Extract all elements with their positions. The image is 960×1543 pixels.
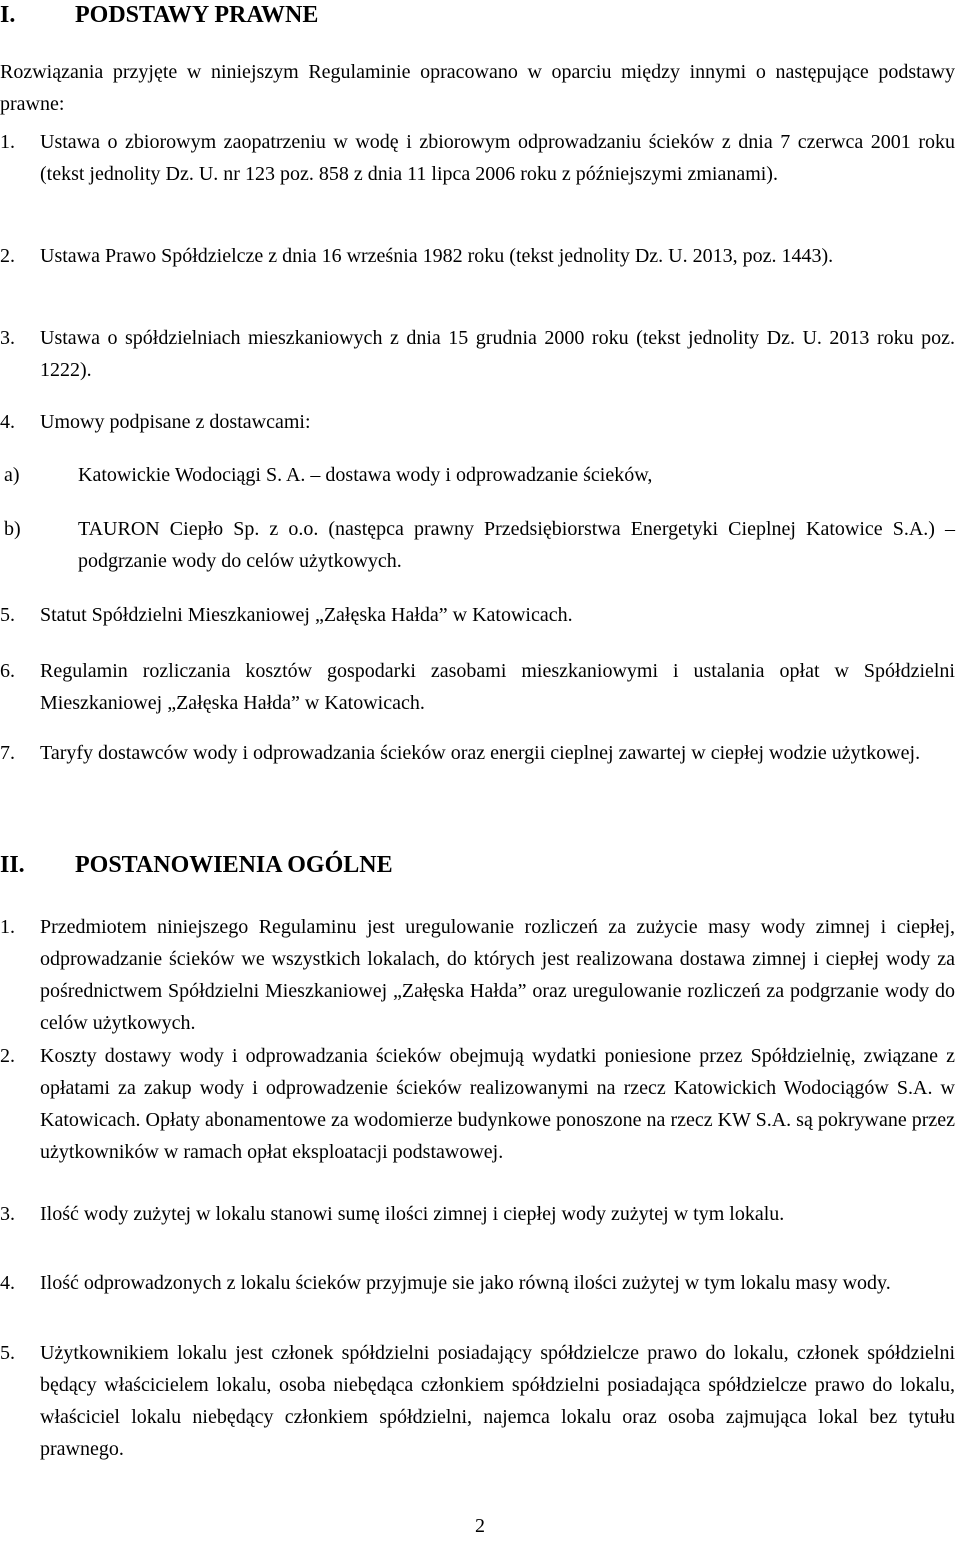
item-text: Ustawa Prawo Spółdzielcze z dnia 16 września 1982 roku (tekst jednolity Dz. U. 2013, poz. 1443).: [40, 245, 834, 267]
section-heading-2: [0, 850, 393, 880]
section-title: PODSTAWY PRAWNE: [75, 2, 319, 28]
list-item: [0, 655, 955, 719]
item-text: Regulamin rozliczania kosztów gospodarki zasobami mieszkaniowymi i ustalania opłat w Spółdzielni Mieszkaniowej „Załęska Hałda” w Katowicach.: [40, 660, 955, 714]
item-text: Ilość odprowadzonych z lokalu ścieków przyjmuje sie jako równą ilości zużytej w tym lokalu masy wody.: [40, 1272, 891, 1294]
list-item: [0, 599, 955, 631]
list-item: [0, 1267, 955, 1299]
item-number: 2.: [0, 245, 15, 267]
section-number: II.: [0, 852, 25, 878]
section-heading-1: [0, 0, 318, 30]
sub-list-item: [4, 513, 955, 577]
sub-item-text: [4, 513, 955, 577]
sub-item-body: Katowickie Wodociągi S. A. – dostawa wody i odprowadzanie ścieków,: [78, 464, 653, 486]
list-item: [0, 1198, 955, 1230]
list-item: [0, 1040, 955, 1168]
list-item: [0, 737, 955, 769]
item-text: Ustawa o zbiorowym zaopatrzeniu w wodę i zbiorowym odprowadzaniu ścieków z dnia 7 czerwca 2001 roku (tekst jednolity Dz. U. nr 123 poz. 858 z dnia 11 lipca 2006 roku z późniejszymi zmianami).: [40, 131, 955, 185]
item-number: 7.: [0, 742, 15, 764]
item-number: 5.: [0, 604, 15, 626]
item-text: Użytkownikiem lokalu jest członek spółdzielni posiadający spółdzielcze prawo do lokalu, członek spółdzielni będący właścicielem lokalu, osoba niebędąca członkiem spółdzielni posiadająca spółdzielcze prawo do lokalu, właściciel lokalu niebędący członkiem spółdzielni, najemca lokalu oraz osoba zajmująca lokal bez tytułu prawnego.: [40, 1342, 955, 1460]
item-text: Umowy podpisane z dostawcami:: [40, 411, 311, 433]
sub-item-letter: b): [4, 518, 21, 540]
item-text: Ilość wody zużytej w lokalu stanowi sumę ilości zimnej i ciepłej wody zużytej w tym lokalu.: [40, 1203, 785, 1225]
item-text: Taryfy dostawców wody i odprowadzania ścieków oraz energii cieplnej zawartej w ciepłej wodzie użytkowej.: [40, 742, 921, 764]
item-number: 1.: [0, 131, 15, 153]
item-number: 2.: [0, 1045, 15, 1067]
section-title: POSTANOWIENIA OGÓLNE: [75, 852, 393, 878]
item-number: 4.: [0, 1272, 15, 1294]
item-number: 1.: [0, 916, 15, 938]
item-number: 5.: [0, 1342, 15, 1364]
sub-list-item: [4, 459, 955, 491]
list-item: [0, 911, 955, 1039]
list-item: [0, 1337, 955, 1465]
item-number: 6.: [0, 660, 15, 682]
sub-item-letter: a): [4, 464, 20, 486]
list-item: [0, 126, 955, 190]
item-text: Przedmiotem niniejszego Regulaminu jest uregulowanie rozliczeń za zużycie masy wody zimnej i ciepłej, odprowadzanie ścieków we wszystkich lokalach, do których jest realizowana dostawa zimnej i ciepłej wody za pośrednictwem Spółdzielni Mieszkaniowej „Załęska Hałda” oraz uregulowanie rozliczeń za podgrzanie wody do celów użytkowych.: [40, 916, 955, 1034]
item-number: 4.: [0, 411, 15, 433]
page-number: 2: [475, 1515, 485, 1537]
item-text: Statut Spółdzielni Mieszkaniowej „Załęska Hałda” w Katowicach.: [40, 604, 573, 626]
section-number: I.: [0, 2, 16, 28]
list-item: [0, 322, 955, 386]
item-text: Ustawa o spółdzielniach mieszkaniowych z dnia 15 grudnia 2000 roku (tekst jednolity Dz. U. 2013 roku poz. 1222).: [40, 327, 955, 381]
item-number: 3.: [0, 327, 15, 349]
sub-item-body: TAURON Ciepło Sp. z o.o. (następca prawny Przedsiębiorstwa Energetyki Cieplnej Katowice S.A.) – podgrzanie wody do celów użytkowych.: [78, 518, 955, 572]
item-number: 3.: [0, 1203, 15, 1225]
list-item: [0, 240, 955, 272]
item-text: Koszty dostawy wody i odprowadzania ścieków obejmują wydatki poniesione przez Spółdzielnię, związane z opłatami za zakup wody i odprowadzenie ścieków realizowanymi na rzecz Katowickich Wodociągów S.A. w Katowicach. Opłaty abonamentowe za wodomierze budynkowe ponoszone na rzecz KW S.A. są pokrywane przez użytkowników w ramach opłat eksploatacji podstawowej.: [40, 1045, 955, 1163]
sub-item-text: [4, 459, 955, 491]
list-item: [0, 406, 955, 438]
section-intro: Rozwiązania przyjęte w niniejszym Regulaminie opracowano w oparciu między innymi o następujące podstawy prawne:: [0, 61, 955, 115]
